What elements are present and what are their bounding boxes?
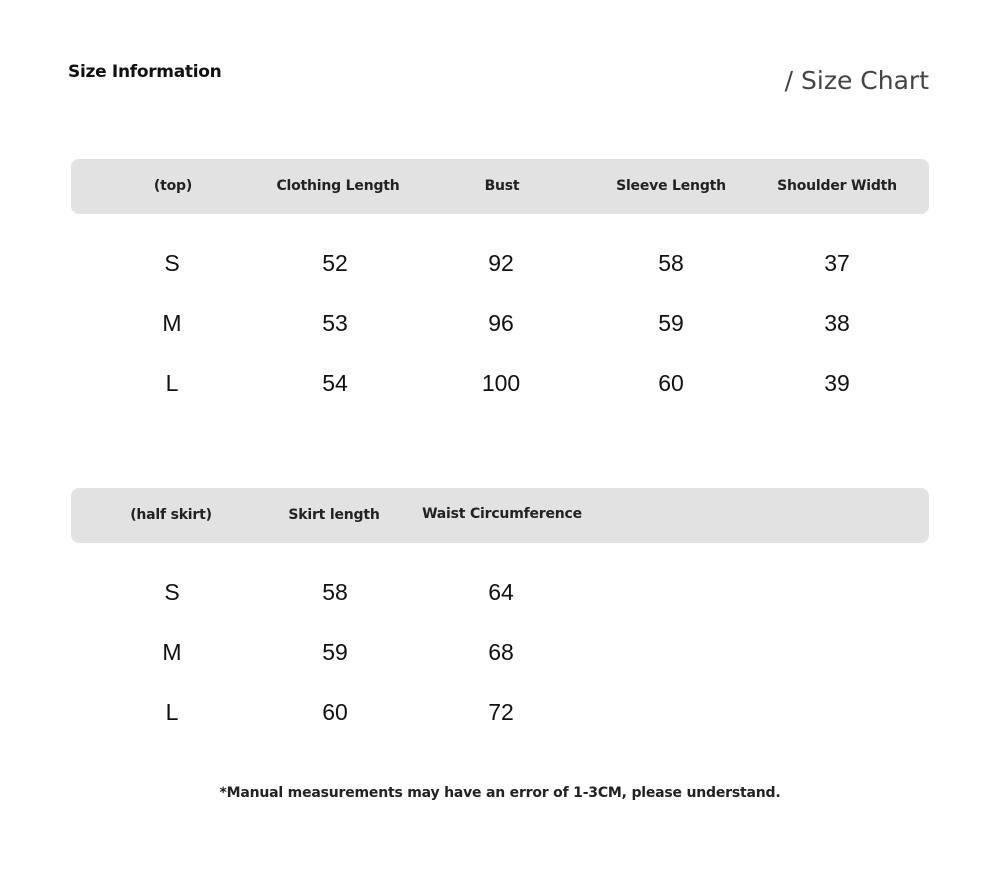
size-cell: M [162,310,182,336]
table-cell: 59 [322,639,348,665]
size-cell: L [165,699,179,725]
table-cell: 37 [824,250,850,276]
table-cell: 59 [658,310,684,336]
measurement-note: *Manual measurements may have an error of 1-3CM, please understand. [219,785,781,801]
table-cell: 53 [322,310,348,336]
header-cell-clothing-length: Clothing Length [276,178,400,194]
header-cell-shoulder-width: Shoulder Width [777,178,897,194]
table-cell: 64 [488,579,514,605]
header-cell-sleeve-length: Sleeve Length [616,178,726,194]
table-cell: 60 [658,370,684,396]
table-cell: 68 [488,639,514,665]
table-cell: 54 [322,370,348,396]
size-cell: S [164,579,180,605]
table-cell: 96 [488,310,514,336]
table-cell: 58 [658,250,684,276]
header-cell-bust: Bust [484,178,520,194]
table-cell: 52 [322,250,348,276]
header-cell-skirt-length: Skirt length [288,507,380,523]
size-cell: L [165,370,179,396]
top-table-header [71,159,929,214]
skirt-table-header [71,488,929,543]
table-cell: 72 [488,699,514,725]
page-title: Size Information [68,62,222,82]
table-cell: 39 [824,370,850,396]
header-cell-top: (top) [153,178,193,194]
table-cell: 38 [824,310,850,336]
table-cell: 92 [488,250,514,276]
table-cell: 60 [322,699,348,725]
table-cell: 58 [322,579,348,605]
size-chart-label: / Size Chart [784,66,929,95]
size-cell: M [162,639,182,665]
table-cell: 100 [481,370,521,396]
size-cell: S [164,250,180,276]
header-cell-half-skirt: (half skirt) [130,507,212,523]
header-cell-waist-circumference: Waist Circumference [422,506,582,522]
